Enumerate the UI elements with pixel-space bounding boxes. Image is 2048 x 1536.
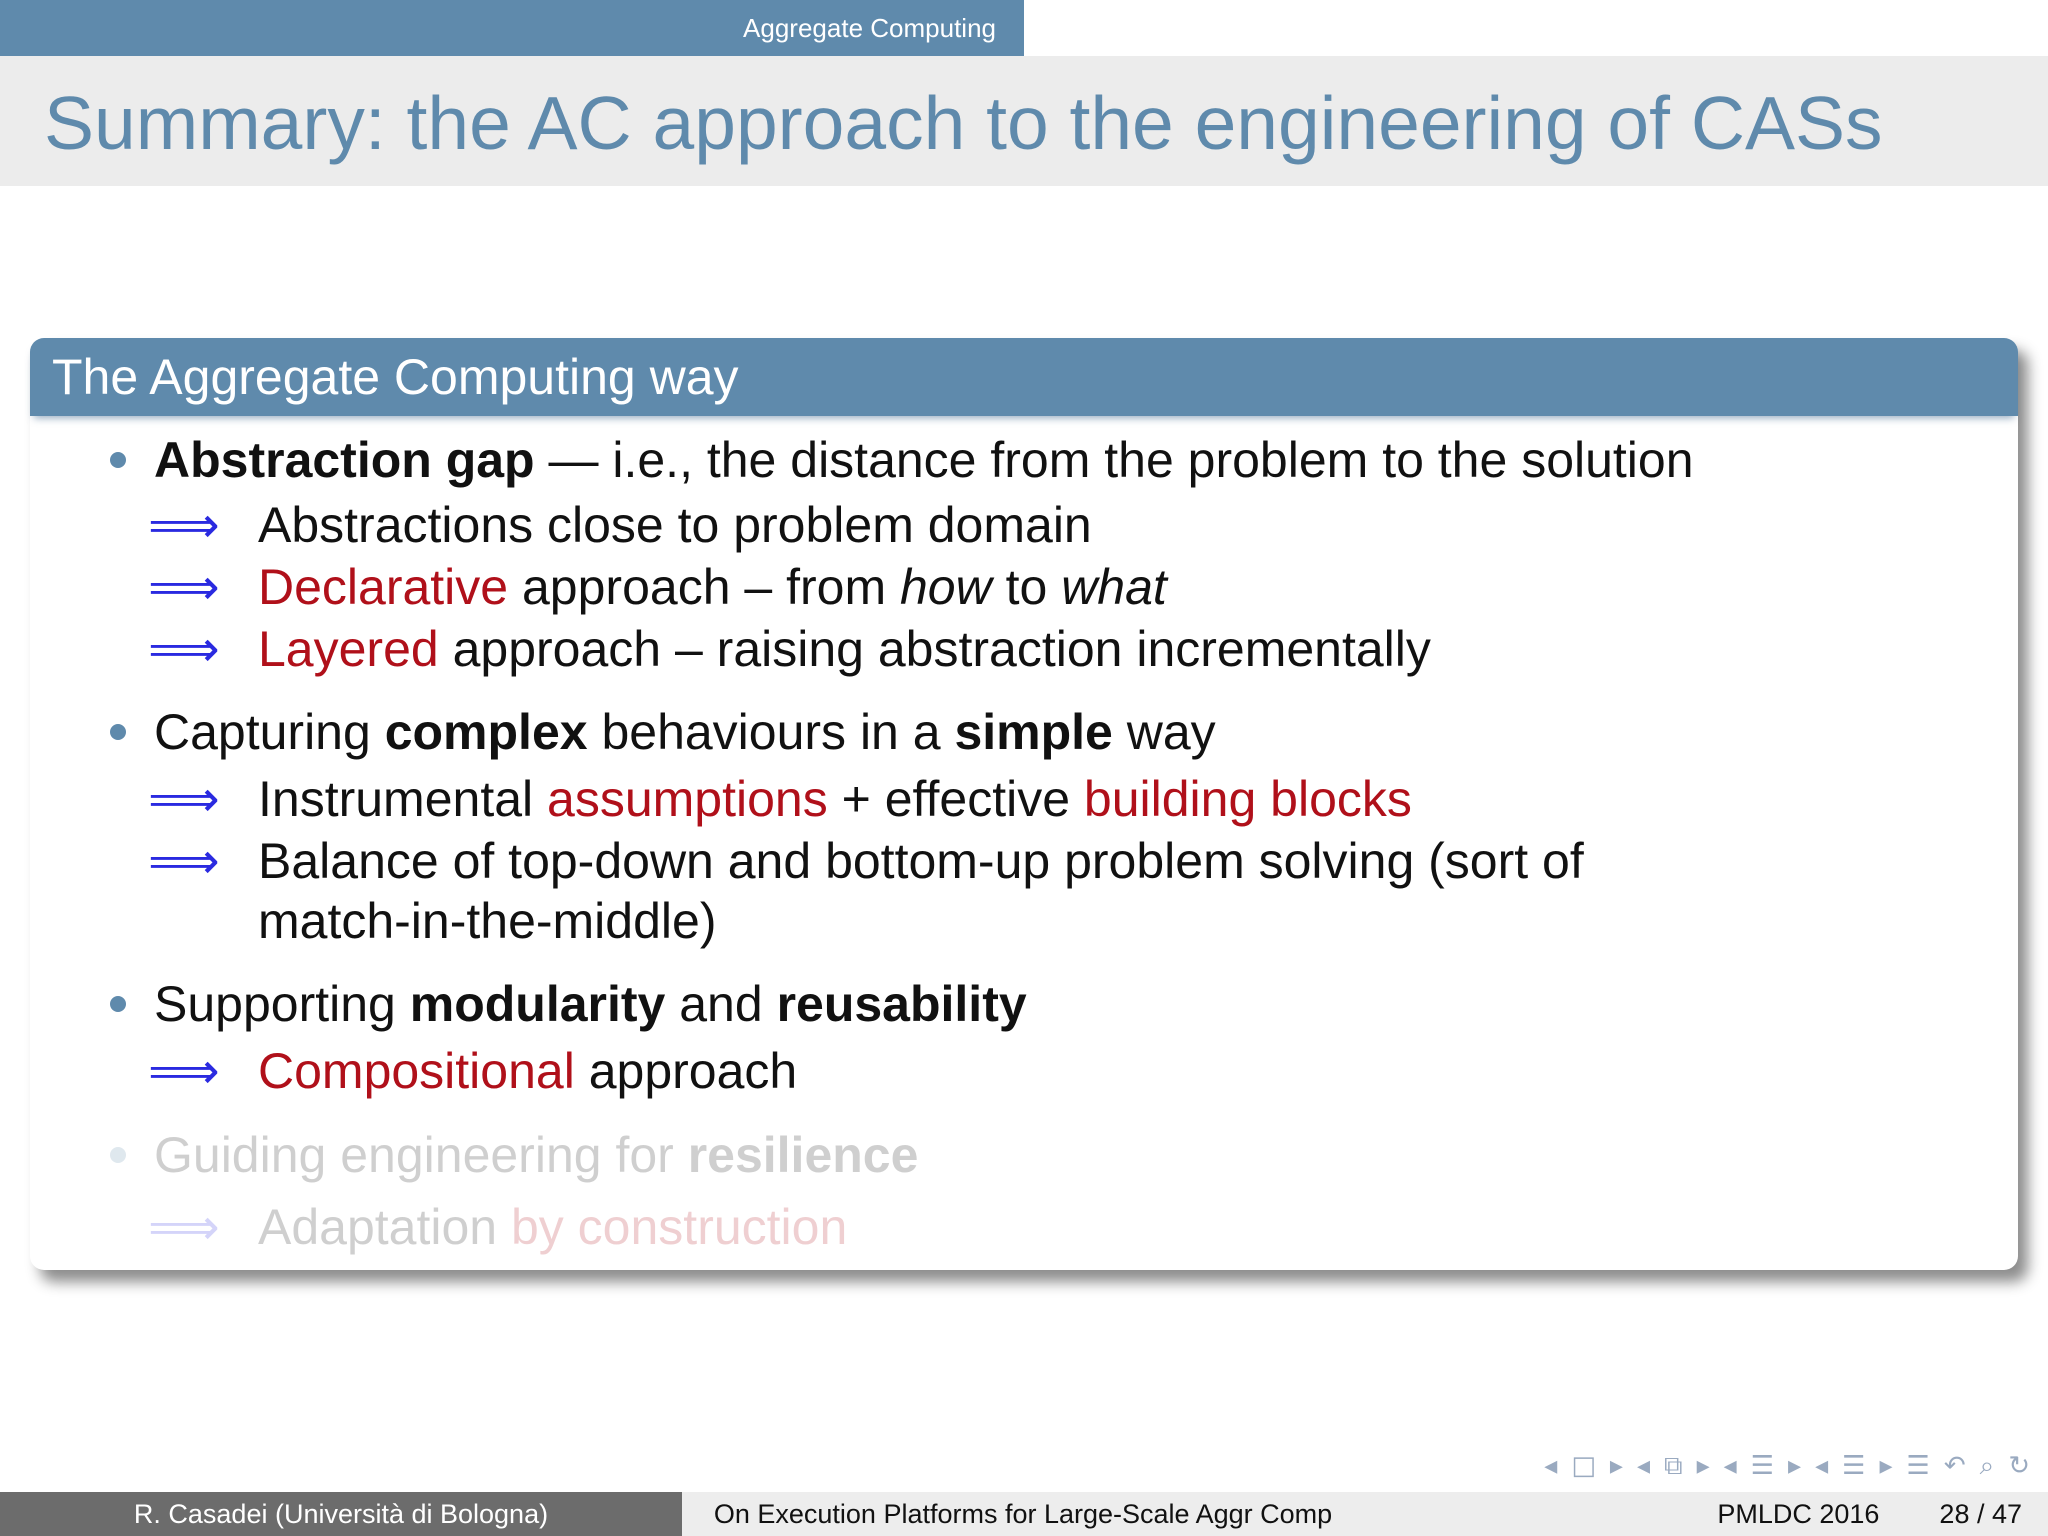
bullet-text: — i.e., the distance from the problem to the solution	[534, 432, 1694, 488]
highlight-text: assumptions	[547, 771, 828, 827]
footer-talk	[682, 1492, 1364, 1536]
highlight-text: Declarative	[258, 559, 509, 615]
nav-prev-icon[interactable]: ◂	[1723, 1451, 1737, 1481]
author-text: R. Casadei (Università di Bologna)	[133, 1498, 549, 1529]
highlight-text: Compositional	[258, 1043, 575, 1099]
implies-arrow-icon: ⟹	[148, 1042, 220, 1100]
bullet-icon	[110, 452, 126, 468]
sub-text: match-in-the-middle)	[258, 893, 717, 949]
sub-text: approach – raising abstraction incrementally	[438, 621, 1431, 677]
bullet-resilience	[154, 1127, 919, 1183]
sub-item	[258, 1199, 848, 1255]
nav-next-icon[interactable]: ▸	[1879, 1451, 1893, 1481]
implies-arrow-icon: ⟹	[148, 496, 220, 554]
bullet-abstraction-gap	[154, 432, 1694, 488]
nav-next-icon[interactable]: ▸	[1696, 1451, 1710, 1481]
highlight-text: by construction	[510, 1199, 848, 1255]
nav-prev-icon[interactable]: ◂	[1815, 1451, 1829, 1481]
section-tab[interactable]	[0, 0, 1024, 56]
slide-title: Summary: the AC approach to the engineering of CASs	[44, 81, 1883, 165]
sub-text: Instrumental	[258, 771, 548, 827]
highlight-text: building blocks	[1083, 771, 1412, 827]
nav-section-icon[interactable]: ☰	[1750, 1451, 1775, 1481]
sub-text: + effective	[827, 771, 1084, 827]
beamer-navigation	[1390, 1446, 2030, 1486]
nav-prev-icon[interactable]: ◂	[1636, 1451, 1651, 1481]
implies-arrow-icon: ⟹	[148, 558, 220, 616]
bold-text: Abstraction gap	[154, 432, 535, 488]
nav-subsection-icon[interactable]: ⧉	[1664, 1450, 1683, 1481]
bold-text: resilience	[687, 1127, 919, 1183]
sub-item	[258, 497, 1092, 553]
sub-item	[258, 771, 1412, 827]
sub-text: Balance of top-down and bottom-up problem solving (sort of	[258, 833, 1584, 889]
bullet-icon	[110, 724, 126, 740]
bullet-icon	[110, 996, 126, 1012]
nav-redo-icon[interactable]: ↻	[2008, 1451, 2030, 1481]
implies-arrow-icon: ⟹	[148, 770, 220, 828]
footer	[0, 1492, 2048, 1536]
nav-frame-icon[interactable]: □	[1571, 1451, 1596, 1481]
top-bar	[0, 0, 2048, 56]
sub-text: approach	[574, 1043, 798, 1099]
bullet-text: Guiding engineering for	[154, 1127, 688, 1183]
sub-item	[258, 833, 1584, 889]
implies-arrow-icon: ⟹	[148, 1198, 220, 1256]
sub-item	[258, 621, 1431, 677]
bullet-complex-simple	[154, 704, 1216, 760]
italic-text: how	[899, 559, 992, 615]
bullet-icon	[110, 1147, 126, 1163]
sub-item	[258, 559, 1167, 615]
bullet-text: and	[665, 976, 777, 1032]
nav-search-icon[interactable]: ⌕	[1979, 1450, 1995, 1481]
bullet-text: Supporting	[154, 976, 410, 1032]
sub-text: Adaptation	[258, 1199, 511, 1255]
sub-text: approach – from	[508, 559, 900, 615]
page-number: 28 / 47	[1939, 1498, 2022, 1529]
implies-arrow-icon: ⟹	[148, 832, 220, 890]
bullet-modularity	[154, 976, 1027, 1032]
venue-text: PMLDC 2016	[1717, 1498, 1880, 1529]
sub-item-continuation	[258, 893, 717, 949]
bullet-text: behaviours in a	[587, 704, 955, 760]
implies-arrow-icon: ⟹	[148, 620, 220, 678]
sub-item	[258, 1043, 798, 1099]
nav-next-icon[interactable]: ▸	[1609, 1451, 1623, 1481]
nav-doc-icon[interactable]: ☰	[1906, 1451, 1930, 1481]
content-block	[30, 338, 2018, 1270]
italic-text: what	[1061, 559, 1167, 615]
footer-author	[0, 1492, 682, 1536]
nav-toc-icon[interactable]: ☰	[1842, 1451, 1866, 1481]
nav-prev-icon[interactable]: ◂	[1544, 1451, 1558, 1481]
highlight-text: Layered	[258, 621, 439, 677]
bold-text: reusability	[776, 976, 1027, 1032]
footer-meta	[1364, 1492, 2048, 1536]
talk-title-text: On Execution Platforms for Large-Scale Aggr Comp	[713, 1498, 1333, 1529]
bold-text: simple	[954, 704, 1113, 760]
nav-next-icon[interactable]: ▸	[1788, 1451, 1802, 1481]
block-title: The Aggregate Computing way	[30, 338, 2018, 416]
section-label: Aggregate Computing	[743, 12, 996, 43]
sub-text: to	[991, 559, 1062, 615]
bold-text: modularity	[409, 976, 666, 1032]
bullet-text: way	[1112, 704, 1216, 760]
nav-back-icon[interactable]: ↶	[1943, 1451, 1966, 1481]
bold-text: complex	[384, 704, 588, 760]
sub-text: Abstractions close to problem domain	[258, 497, 1092, 553]
bullet-text: Capturing	[154, 704, 385, 760]
